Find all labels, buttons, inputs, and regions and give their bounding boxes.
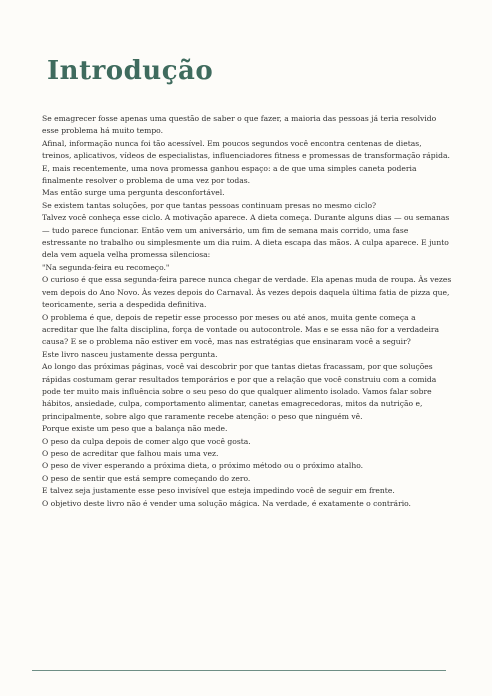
paragraph: O peso de viver esperando a próxima dieta, o próximo método ou o próximo atalho. <box>42 461 364 471</box>
paragraph: Se emagrecer fosse apenas uma questão de saber o que fazer, a maioria das pessoas já teria resolvido esse problema há muito tempo. <box>42 114 437 136</box>
paragraph: Se existem tantas soluções, por que tantas pessoas continuam presas no mesmo ciclo? <box>42 200 377 210</box>
paragraph: E talvez seja justamente esse peso invisível que esteja impedindo você de seguir em frente. <box>42 486 395 496</box>
paragraph: Talvez você conheça esse ciclo. A motivação aparece. A dieta começa. Durante alguns dias — ou semanas — tudo parece funcionar. Então vem um aniversário, um fim de semana mais corrido, uma fase estressante no trabalho ou simplesmente um dia ruim. A dieta escapa das mãos. A culpa aparece. E junto dela vem aquela velha promessa silenciosa: <box>42 213 450 260</box>
paragraph: Ao longo das próximas páginas, você vai descobrir por que tantas dietas fracassam, por que soluções rápidas costumam gerar resultados temporários e por que a relação que você construiu com a comida pode ter muito mais influência sobre o seu peso do que qualquer alimento isolado. Vamos falar sobre hábitos, ansiedade, culpa, comportamento alimentar, canetas emagrecedoras, mitos da nutrição e, principalmente, sobre algo que raramente recebe atenção: o peso que ninguém vê. <box>42 362 437 421</box>
paragraph: O peso de acreditar que falhou mais uma vez. <box>42 448 219 458</box>
paragraph: Afinal, informação nunca foi tão acessível. Em poucos segundos você encontra centenas de dietas, treinos, aplicativos, vídeos de especialistas, influenciadores fitness e promessas de transformação rápida. E, mais recentemente, uma nova promessa ganhou espaço: a de que uma simples caneta poderia finalmente resolver o problema de uma vez por todas. <box>42 138 450 186</box>
paragraph: O peso da culpa depois de comer algo que você gosta. <box>42 436 251 446</box>
paragraph: Este livro nasceu justamente dessa pergunta. <box>42 349 218 359</box>
paragraph: O peso de sentir que está sempre começando do zero. <box>42 473 251 483</box>
paragraph: Mas então surge uma pergunta desconfortável. <box>42 188 225 198</box>
paragraph: O objetivo deste livro não é vender uma solução mágica. Na verdade, é exatamente o contrário. <box>42 498 411 508</box>
paragraph: O curioso é que essa segunda-feira parece nunca chegar de verdade. Ela apenas muda de roupa. Às vezes vem depois do Ano Novo. Às vezes depois do Carnaval. Às vezes depois daquela última fatia de pizza que, teoricamente, seria a despedida definitiva. <box>42 275 452 310</box>
page-title: Introdução <box>47 56 214 86</box>
paragraph: Porque existe um peso que a balança não mede. <box>42 424 228 434</box>
paragraph: "Na segunda-feira eu recomeço." <box>42 262 170 272</box>
paragraph: O problema é que, depois de repetir esse processo por meses ou até anos, muita gente começa a acreditar que lhe falta disciplina, força de vontade ou autocontrole. Mas e se essa não for a verdadeira causa? E se o problema não estiver em você, mas nas estratégias que ensinaram você a seguir? <box>42 312 440 347</box>
footer-divider <box>32 670 446 671</box>
body-text <box>42 113 452 510</box>
